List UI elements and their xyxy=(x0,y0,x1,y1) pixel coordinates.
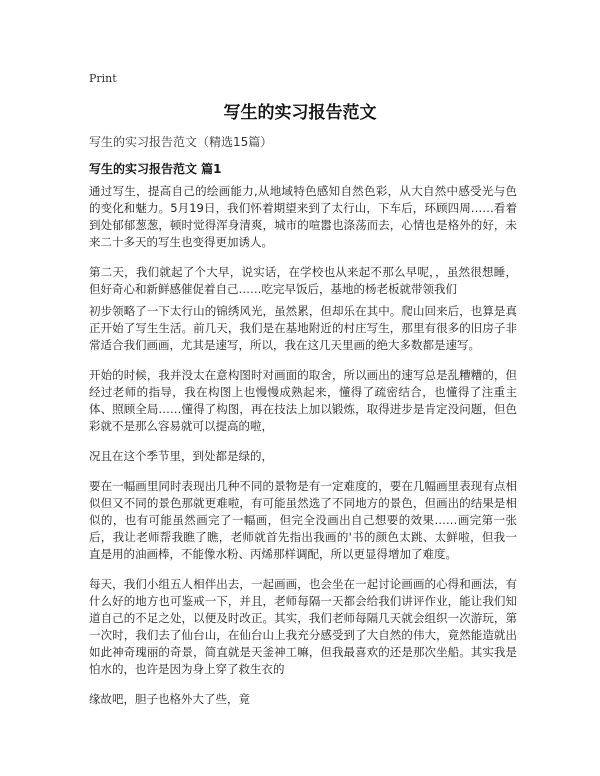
paragraph: 每天，我们小组五人相伴出去，一起画画，也会坐在一起讨论画画的心得和画法，有什么好的地方也可鉴戒一下，并且，老师每隔一天都会给我们讲评作业，能让我们知道自己的不足之处，以便及时改正。其实，我们老师每隔几天就会组织一次游玩，第一次时，我们去了仙台山，在仙台山上我充分感受到了大自然的伟大，竟然能造就出如此神奇瑰丽的奇景，简直就是天釜神工嘛，但我最喜欢的还是那次坐船。其实我是怕水的，也许是因为身上穿了救生衣的 xyxy=(89,577,517,676)
paragraph: 初步领略了一下太行山的锦绣风光，虽然累，但却乐在其中。爬山回来后，也算是真正开始了写生生活。前几天，我们是在基地附近的村庄写生，那里有很多的旧房子非常适合我们画画，尤其是速写，所以，我在这几天里画的绝大多数都是速写。 xyxy=(89,304,517,352)
print-label[interactable]: Print xyxy=(89,72,117,85)
paragraph: 况且在这个季节里，到处都是绿的， xyxy=(89,449,273,463)
document-title: 写生的实习报告范文 xyxy=(223,103,377,123)
article-body xyxy=(89,183,517,721)
paragraph: 要在一幅画里同时表现出几种不同的景物是有一定难度的，要在几幅画里表现有点相似但又不同的景色那就更难啦，有可能虽然选了不同地方的景色，但画出的结果是相似的，也有可能虽然画完了一幅画，但完全没画出自己想要的效果……画完第一张后，我让老师帮我瞧了瞧，老师就首先指出我画的'书的颜色太跳、太鲜啦，但我一直是用的油画棒，不能像水粉、丙烯那样调配，所以更显得增加了难度。 xyxy=(89,479,517,561)
section-heading: 写生的实习报告范文 篇1 xyxy=(89,162,222,176)
paragraph: 缘故吧，胆子也格外大了些，竟 xyxy=(89,692,250,706)
paragraph: 第二天，我们就起了个大早，说实话，在学校也从来起不那么早呢，，虽然很想睡，但好奇心和新鲜感催促着自己……吃完早饭后，基地的杨老板就带领我们 xyxy=(89,265,517,296)
paragraph: 开始的时候，我并没太在意构图时对画面的取舍，所以画出的速写总是乱糟糟的，但经过老师的指导，我在构图上也慢慢成熟起来，懂得了疏密结合，也懂得了注重主体、照顾全局……懂得了构图，再在技法上加以锻炼，取得进步是肯定没问题，但色彩就不是那么容易就可以提高的啦， xyxy=(89,368,517,433)
paragraph: 通过写生，提高自己的绘画能力,从地域特色感知自然色彩，从大自然中感受光与色的变化和魅力。5月19日，我们怀着期望来到了太行山，下车后，环顾四周……看着到处郁郁葱葱，顿时觉得浑身清爽，城市的喧嚣也涤荡而去，心情也是格外的好，未来二十多天的写生也变得更加诱人。 xyxy=(89,184,517,249)
document-subtitle: 写生的实习报告范文（精选15篇） xyxy=(89,135,273,149)
